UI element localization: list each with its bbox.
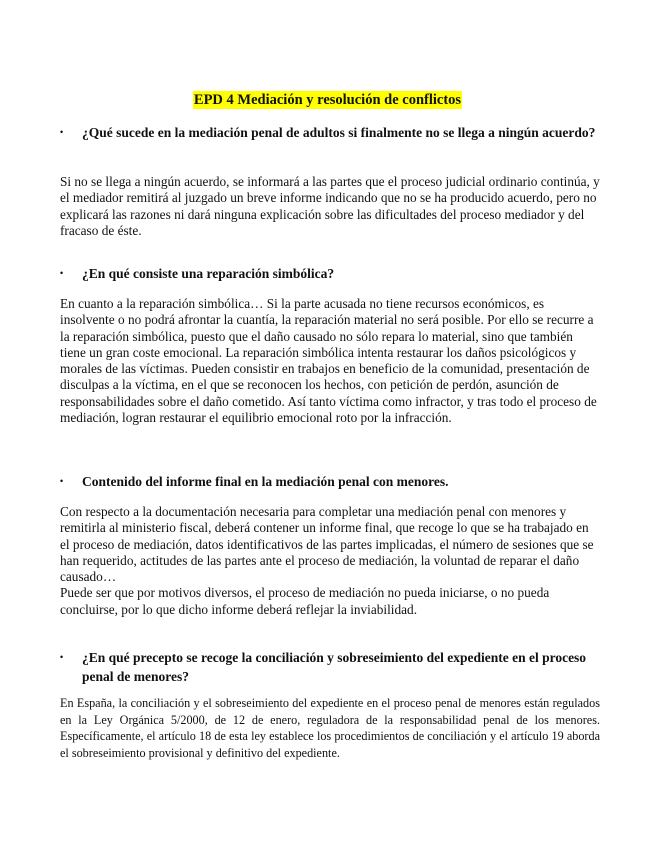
- question-text: ¿Qué sucede en la mediación penal de adultos si finalmente no se llega a ningún acuerdo?: [82, 125, 596, 140]
- section-answer: [60, 174, 600, 239]
- bullet-icon: •: [60, 476, 64, 486]
- section-question: [60, 264, 605, 283]
- answer-paragraph: Con respecto a la documentación necesaria para completar una mediación penal con menores y remitirla al ministerio fiscal, deberá contener un informe final, que recoge lo que se ha trabajado en el proceso de mediación, datos identificativos de las partes implicadas, el número de sesiones que se han requerido, actitudes de las partes ante el proceso de mediación, la voluntad de reparar el daño causado…: [60, 504, 594, 585]
- question-text: Contenido del informe final en la mediación penal con menores.: [82, 474, 449, 489]
- answer-paragraph: En cuanto a la reparación simbólica… Si la parte acusada no tiene recursos económicos, es insolvente o no podrá afrontar la cuantía, la reparación material no será posible. Por ello se recurre a la reparación simbólica, puesto que el daño causado no sólo repara lo material, sino que también tiene un gran coste emocional. La reparación simbólica intenta restaurar los daños psicológicos y morales de las víctimas. Pueden consistir en trabajos en beneficio de la comunidad, presentación de disculpas a la víctima, en el que se reconocen los hechos, con petición de perdón, asunción de responsabilidades sobre el daño cometido. Así tanto víctima como infractor, y tras todo el proceso de mediación, logran restaurar el equilibrio emocional roto por la infracción.: [60, 296, 597, 426]
- section-answer: [60, 296, 600, 426]
- answer-paragraph: Puede ser que por motivos diversos, el proceso de mediación no pueda iniciarse, o no pueda concluirse, por lo que dicho informe deberá reflejar la inviabilidad.: [60, 585, 550, 617]
- section-answer: [60, 695, 600, 761]
- question-text: ¿En qué precepto se recoge la conciliación y sobreseimiento del expediente en el proceso penal de menores?: [82, 650, 587, 684]
- document-title: EPD 4 Mediación y resolución de conflictos: [193, 92, 462, 108]
- answer-paragraph: Si no se llega a ningún acuerdo, se informará a las partes que el proceso judicial ordinario continúa, y el mediador remitirá al juzgado un breve informe indicando que no se ha producido acuerdo, pero no explicará las razones ni dará ninguna explicación sobre las dificultades del proceso mediador y del fracaso de éste.: [60, 174, 600, 238]
- section-question: [60, 123, 605, 142]
- bullet-icon: •: [60, 268, 64, 278]
- section-question: [60, 648, 605, 686]
- title-wrap: [0, 91, 655, 109]
- answer-paragraph: En España, la conciliación y el sobreseimiento del expediente en el proceso penal de menores están regulados en la Ley Orgánica 5/2000, de 12 de enero, reguladora de la responsabilidad penal de los menores. Específicamente, el artículo 18 de esta ley establece los procedimientos de conciliación y el artículo 19 aborda el sobreseimiento provisional y definitivo del expediente.: [60, 696, 600, 760]
- bullet-icon: •: [60, 127, 64, 137]
- section-question: [60, 472, 605, 491]
- section-answer: [60, 504, 600, 618]
- bullet-icon: •: [60, 652, 64, 662]
- question-text: ¿En qué consiste una reparación simbólica?: [82, 266, 335, 281]
